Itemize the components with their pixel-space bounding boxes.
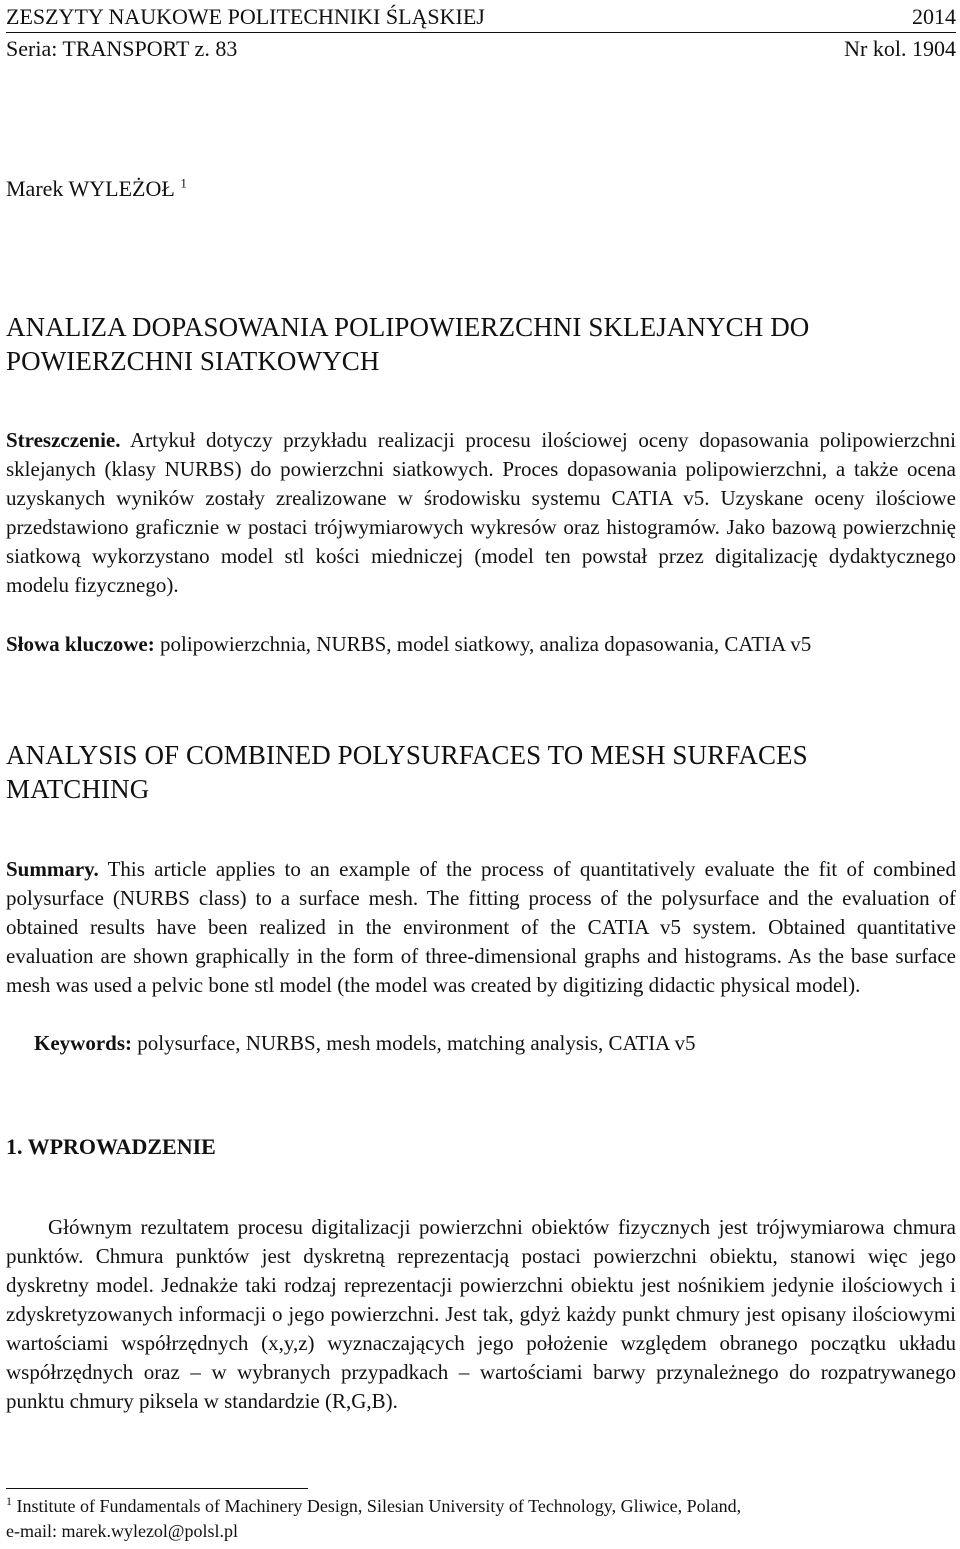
- abstract-pl-text: Artykuł dotyczy przykładu realizacji procesu ilościowej oceny dopasowania polipowierzchni sklejanych (klasy NURBS) do powierzchni siatkowych. Proces dopasowania polipowierzchni, a także ocena uzyskanych wyników zostały zrealizowane w środowisku systemu CATIA v5. Uzyskane oceny ilościowe przedstawiono graficznie w postaci trójwymiarowych wykresów oraz histogramów. Jako bazową powierzchnię siatkową wykorzystano model stl kości miedniczej (model ten powstał przez digitalizację dydaktycznego modelu fizycznego).: [6, 428, 956, 597]
- footnote-affiliation: Institute of Fundamentals of Machinery Design, Silesian University of Technology, Gliwice, Poland,: [12, 1496, 742, 1516]
- title-pl-line2: POWIERZCHNI SIATKOWYCH: [6, 346, 380, 376]
- title-en-line1: ANALYSIS OF COMBINED POLYSURFACES TO MESH SURFACES: [6, 740, 808, 770]
- abstract-pl-label: Streszczenie.: [6, 428, 121, 452]
- title-en: [6, 738, 956, 806]
- title-pl: [6, 310, 956, 378]
- series-label: Seria: TRANSPORT z. 83: [6, 36, 238, 61]
- footnote: [6, 1494, 956, 1544]
- author-line: [6, 174, 187, 204]
- issue-number: Nr kol. 1904: [844, 36, 956, 61]
- author-footnote-mark: 1: [180, 175, 187, 191]
- author-name: Marek WYLEŻOŁ: [6, 176, 175, 201]
- title-pl-line1: ANALIZA DOPASOWANIA POLIPOWIERZCHNI SKLEJANYCH DO: [6, 312, 810, 342]
- footnote-rule: [6, 1488, 308, 1489]
- title-en-line2: MATCHING: [6, 774, 150, 804]
- footnote-email: e-mail: marek.wylezol@polsl.pl: [6, 1521, 239, 1541]
- abstract-en: [6, 855, 956, 1000]
- journal-header-row: [6, 4, 956, 30]
- section-heading: 1. WPROWADZENIE: [6, 1134, 216, 1159]
- keywords-en-text: polysurface, NURBS, mesh models, matching analysis, CATIA v5: [132, 1031, 696, 1055]
- journal-name: ZESZYTY NAUKOWE POLITECHNIKI ŚLĄSKIEJ: [6, 4, 485, 29]
- keywords-pl: [6, 630, 956, 659]
- footnote-mark: 1: [6, 1494, 12, 1508]
- abstract-pl: [6, 426, 956, 600]
- keywords-pl-text: polipowierzchnia, NURBS, model siatkowy, analiza dopasowania, CATIA v5: [154, 632, 812, 656]
- header-rule: [6, 32, 956, 33]
- abstract-en-label: Summary.: [6, 857, 99, 881]
- journal-year: 2014: [912, 4, 956, 29]
- section-paragraph: Głównym rezultatem procesu digitalizacji powierzchni obiektów fizycznych jest trójwymiarowa chmura punktów. Chmura punktów jest dyskretną reprezentacją postaci powierzchni obiektu, stanowi więc jego dyskretny model. Jednakże taki rodzaj reprezentacji powierzchni obiektu jest nośnikiem jedynie ilościowych i zdyskretyzowanych informacji o jego powierzchni. Jest tak, gdyż każdy punkt chmury jest opisany ilościowymi wartościami współrzędnych (x,y,z) wyznaczających jego położenie względem obranego początku układu współrzędnych oraz – w wybranych przypadkach – wartościami barwy przynależnego do rozpatrywanego punktu chmury piksela w standardzie (R,G,B).: [6, 1215, 956, 1413]
- series-header-row: [6, 36, 956, 62]
- keywords-en-label: Keywords:: [34, 1031, 132, 1055]
- keywords-en: [6, 1029, 956, 1058]
- keywords-pl-label: Słowa kluczowe:: [6, 632, 155, 656]
- footnote-line1: [6, 1494, 956, 1519]
- abstract-en-text: This article applies to an example of the process of quantitatively evaluate the fit of combined polysurface (NURBS class) to a surface mesh. The fitting process of the polysurface and the evaluation of obtained results have been realized in the environment of the CATIA v5 system. Obtained quantitative evaluation are shown graphically in the form of three-dimensional graphs and histograms. As the base surface mesh was used a pelvic bone stl model (the model was created by digitizing didactic physical model).: [6, 857, 956, 997]
